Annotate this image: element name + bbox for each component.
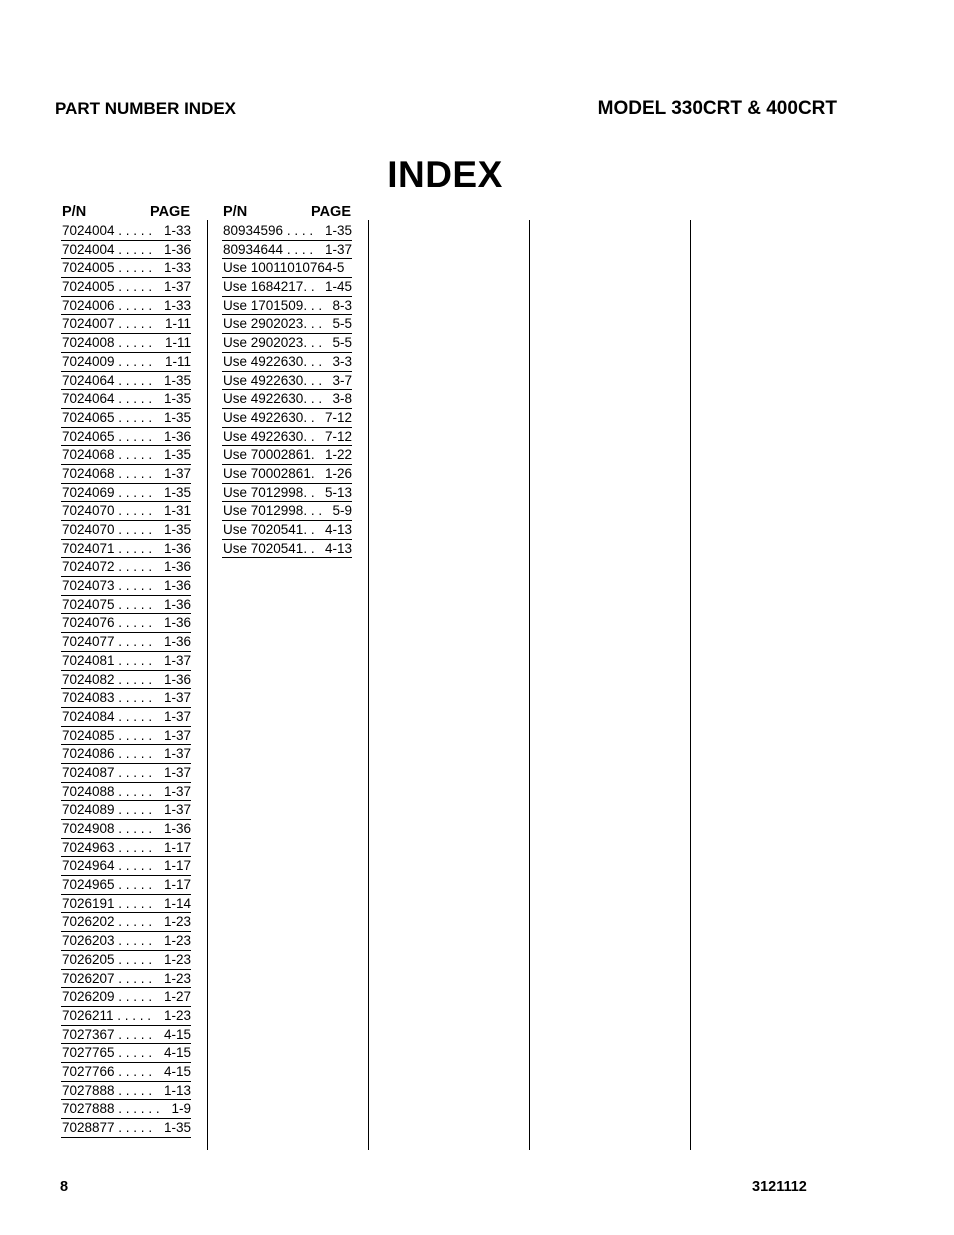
part-number: 7026205 . . . . . — [62, 951, 153, 967]
index-row — [222, 409, 352, 428]
page-ref: 1-45 — [324, 279, 352, 295]
page-ref: 1-37 — [324, 241, 352, 257]
part-number: 7024964 . . . . . — [62, 858, 153, 874]
part-number: 7026202 . . . . . — [62, 914, 153, 930]
page-ref: 1-23 — [163, 951, 191, 967]
index-row — [61, 558, 191, 577]
index-row — [61, 689, 191, 708]
page-ref: 1-31 — [163, 503, 191, 519]
part-number: 7024004 . . . . . — [62, 241, 153, 257]
page-ref: 1-37 — [163, 746, 191, 762]
index-row — [61, 1007, 191, 1026]
page-ref: 3-7 — [332, 372, 352, 388]
page-ref: 1-36 — [163, 241, 191, 257]
part-number: Use 7012998. . . — [223, 503, 323, 519]
column-header — [222, 203, 352, 222]
index-row — [61, 857, 191, 876]
index-row — [222, 540, 352, 559]
page-ref: 1-35 — [163, 391, 191, 407]
page-ref: 3-3 — [332, 353, 352, 369]
index-row — [222, 372, 352, 391]
page-ref: 1-23 — [163, 1007, 191, 1023]
index-row — [61, 577, 191, 596]
part-number: 7024965 . . . . . — [62, 877, 153, 893]
page-ref: 5-9 — [332, 503, 352, 519]
index-row — [61, 297, 191, 316]
part-number: 80934596 . . . . — [223, 223, 314, 238]
part-number: 7024076 . . . . . — [62, 615, 153, 631]
page-ref: 4-15 — [163, 1045, 191, 1061]
index-row — [222, 259, 352, 278]
page-ref: 5-5 — [332, 335, 352, 351]
page-ref: 4-13 — [324, 540, 352, 556]
part-number: 7024083 . . . . . — [62, 690, 153, 706]
page-ref: 1-37 — [163, 652, 191, 668]
index-row — [61, 839, 191, 858]
page-ref: 1-33 — [163, 297, 191, 313]
part-number: 7027367 . . . . . — [62, 1026, 153, 1042]
page-ref: 1-35 — [163, 1120, 191, 1135]
part-number: 7024069 . . . . . — [62, 484, 153, 500]
part-number: Use 7012998. . — [223, 484, 315, 500]
part-number: 7024086 . . . . . — [62, 746, 153, 762]
part-number: 7024008 . . . . . — [62, 335, 153, 351]
index-row — [61, 315, 191, 334]
page-ref: 1-37 — [163, 465, 191, 481]
part-number: 7024082 . . . . . — [62, 671, 153, 687]
page-ref: 1-26 — [324, 465, 352, 481]
part-number: 7024073 . . . . . — [62, 578, 153, 594]
part-number: 7024084 . . . . . — [62, 708, 153, 724]
index-row — [61, 932, 191, 951]
index-rows — [222, 222, 352, 558]
page-ref: 1-36 — [163, 596, 191, 612]
index-row — [61, 241, 191, 260]
index-row — [61, 745, 191, 764]
page-ref: 1-37 — [163, 708, 191, 724]
part-number: 7024072 . . . . . — [62, 559, 153, 575]
index-row — [61, 783, 191, 802]
part-number: Use 7020541. . — [223, 540, 315, 556]
page-ref: 1-36 — [163, 634, 191, 650]
part-number: Use 4922630. . . — [223, 391, 323, 407]
part-number: 7024908 . . . . . — [62, 821, 153, 836]
part-number: 7026207 . . . . . — [62, 970, 153, 986]
page-ref: 8-3 — [332, 297, 352, 313]
page-ref: 4-15 — [163, 1026, 191, 1042]
index-row — [61, 259, 191, 278]
page-ref: 1-36 — [163, 615, 191, 631]
part-number: 7027766 . . . . . — [62, 1063, 153, 1079]
index-row — [61, 428, 191, 447]
part-number: 7024009 . . . . . — [62, 353, 153, 369]
part-number: Use 2902023. . . — [223, 335, 323, 351]
index-row — [61, 970, 191, 989]
part-number: 7027765 . . . . . — [62, 1045, 153, 1061]
index-row — [222, 521, 352, 540]
part-number: 7024088 . . . . . — [62, 783, 153, 799]
part-number: 7024085 . . . . . — [62, 727, 153, 743]
index-rows — [61, 222, 191, 1138]
page-ref: 1-17 — [163, 839, 191, 855]
part-number: 7024006 . . . . . — [62, 297, 153, 313]
index-row — [61, 820, 191, 839]
index-row — [61, 334, 191, 353]
pn-header: P/N — [62, 204, 87, 220]
index-row — [61, 1063, 191, 1082]
part-number: 7024070 . . . . . — [62, 503, 153, 519]
index-row — [61, 540, 191, 559]
page-ref: 1-36 — [163, 559, 191, 575]
index-row — [61, 1026, 191, 1045]
page-ref: 5-13 — [324, 484, 352, 500]
part-number: 7028877 . . . . . — [62, 1120, 153, 1135]
page-ref: 7-12 — [324, 428, 352, 444]
index-row — [61, 502, 191, 521]
part-number: 7026211 . . . . . — [62, 1007, 152, 1023]
index-row — [61, 801, 191, 820]
page-ref: 1-37 — [163, 727, 191, 743]
index-row — [61, 951, 191, 970]
index-row — [61, 446, 191, 465]
column-divider — [368, 220, 369, 1150]
part-number: 7024065 . . . . . — [62, 428, 153, 444]
index-row — [61, 708, 191, 727]
page-title: INDEX — [387, 154, 503, 195]
index-row — [222, 428, 352, 447]
page-number: 8 — [60, 1179, 69, 1195]
part-number: Use 2902023. . . — [223, 316, 323, 332]
pn-header: P/N — [223, 204, 248, 220]
part-number: Use 7020541. . — [223, 522, 315, 537]
part-number: 7024064 . . . . . — [62, 391, 153, 407]
index-row — [222, 315, 352, 334]
part-number: 7027888 . . . . . — [62, 1082, 153, 1098]
page-ref: 1-37 — [163, 279, 191, 295]
part-number: 7024077 . . . . . — [62, 634, 153, 650]
index-row — [222, 465, 352, 484]
index-row — [61, 614, 191, 633]
index-row — [222, 502, 352, 521]
page-ref: 1-35 — [163, 372, 191, 388]
page-ref: 1-9 — [171, 1101, 191, 1117]
model-header: MODEL 330CRT & 400CRT — [597, 98, 837, 119]
page-ref: 1-35 — [324, 223, 352, 238]
index-row — [222, 484, 352, 503]
page-ref: 1-35 — [163, 409, 191, 425]
index-row — [61, 521, 191, 540]
page-ref: 1-17 — [163, 877, 191, 893]
index-row — [222, 241, 352, 260]
part-number: 7024007 . . . . . — [62, 316, 153, 332]
page-header: PAGE — [149, 204, 190, 220]
index-row — [61, 372, 191, 391]
index-row — [61, 652, 191, 671]
index-row — [61, 484, 191, 503]
page-ref: 1-36 — [163, 821, 191, 836]
page-ref: 1-36 — [163, 578, 191, 594]
part-number: 7026191 . . . . . — [62, 895, 153, 911]
index-row — [61, 895, 191, 914]
page-ref: 1-37 — [163, 690, 191, 706]
page-ref: 4-15 — [163, 1063, 191, 1079]
part-number: 7024068 . . . . . — [62, 465, 153, 481]
page-ref: 7-12 — [324, 409, 352, 425]
part-number: Use 4922630. . . — [223, 353, 323, 369]
part-number: 7024081 . . . . . — [62, 652, 153, 668]
index-column-2 — [222, 203, 352, 558]
page-ref: 1-17 — [163, 858, 191, 874]
index-row — [222, 334, 352, 353]
page-ref: 1-36 — [163, 540, 191, 556]
page-ref: 1-11 — [164, 335, 191, 351]
index-row — [61, 671, 191, 690]
index-row — [61, 913, 191, 932]
page-header: PAGE — [310, 204, 351, 220]
index-row — [61, 727, 191, 746]
page-ref: 1-33 — [163, 223, 191, 238]
column-divider — [207, 220, 208, 1150]
part-number: Use 1684217. . — [223, 279, 315, 295]
index-row — [61, 390, 191, 409]
page-ref: 1-14 — [163, 895, 191, 911]
page-ref: 1-23 — [163, 970, 191, 986]
page-ref: 5-5 — [332, 316, 352, 332]
page-ref: 1-13 — [163, 1082, 191, 1098]
index-row — [61, 465, 191, 484]
index-row — [61, 1100, 191, 1119]
part-number: 7024070 . . . . . — [62, 522, 153, 537]
page-ref: 1-33 — [163, 260, 191, 276]
index-row — [61, 876, 191, 895]
index-row — [61, 596, 191, 615]
page-ref: 1-23 — [163, 933, 191, 949]
part-number: Use 4922630. . . — [223, 372, 323, 388]
part-number: Use 4922630. . — [223, 409, 315, 425]
index-row — [61, 353, 191, 372]
index-row — [61, 1119, 191, 1138]
page-ref: 1-23 — [163, 914, 191, 930]
part-number: Use 70002861. — [223, 447, 315, 463]
index-row — [61, 633, 191, 652]
index-row — [222, 278, 352, 297]
part-number: 7024005 . . . . . — [62, 279, 153, 295]
part-number: 7024065 . . . . . — [62, 409, 153, 425]
part-number: 7024075 . . . . . — [62, 596, 153, 612]
part-number: Use 4922630. . — [223, 428, 315, 444]
part-number: Use 10011010764-5 — [223, 260, 345, 276]
page-ref: 1-35 — [163, 447, 191, 463]
column-divider — [529, 220, 530, 1150]
index-row — [61, 1082, 191, 1101]
part-number: 7024071 . . . . . — [62, 540, 153, 556]
index-row — [222, 222, 352, 241]
index-row — [61, 409, 191, 428]
page-ref: 1-22 — [324, 447, 352, 463]
part-number: 7026203 . . . . . — [62, 933, 153, 949]
index-row — [222, 353, 352, 372]
column-header — [61, 203, 191, 222]
page-ref: 1-11 — [164, 353, 191, 369]
document-number: 3121112 — [752, 1179, 807, 1195]
part-number: 7024005 . . . . . — [62, 260, 153, 276]
index-row — [222, 390, 352, 409]
page-ref: 1-37 — [163, 802, 191, 818]
page-ref: 1-11 — [164, 316, 191, 332]
part-number: 7024089 . . . . . — [62, 802, 153, 818]
page-ref: 3-8 — [332, 391, 352, 407]
page-ref: 1-35 — [163, 522, 191, 537]
page-ref: 1-35 — [163, 484, 191, 500]
index-row — [61, 1044, 191, 1063]
part-number: 7024963 . . . . . — [62, 839, 153, 855]
index-row — [61, 764, 191, 783]
page-ref: 1-37 — [163, 764, 191, 780]
part-number: 7024064 . . . . . — [62, 372, 153, 388]
part-number: Use 1701509. . . — [223, 297, 323, 313]
part-number: 7027888 . . . . . . — [62, 1101, 160, 1117]
column-divider — [690, 220, 691, 1150]
part-number: 7024004 . . . . . — [62, 223, 153, 238]
page-ref: 1-36 — [163, 671, 191, 687]
index-column-1 — [61, 203, 191, 1138]
page-ref: 1-27 — [163, 989, 191, 1005]
index-row — [222, 446, 352, 465]
section-header: PART NUMBER INDEX — [55, 99, 237, 118]
page-ref: 1-37 — [163, 783, 191, 799]
part-number: 7024087 . . . . . — [62, 764, 153, 780]
index-row — [222, 297, 352, 316]
index-row — [61, 222, 191, 241]
index-row — [61, 278, 191, 297]
part-number: 7024068 . . . . . — [62, 447, 153, 463]
index-row — [61, 988, 191, 1007]
page-ref: 1-36 — [163, 428, 191, 444]
part-number: Use 70002861. — [223, 465, 315, 481]
page-ref: 4-13 — [324, 522, 352, 537]
part-number: 7026209 . . . . . — [62, 989, 153, 1005]
part-number: 80934644 . . . . — [223, 241, 314, 257]
